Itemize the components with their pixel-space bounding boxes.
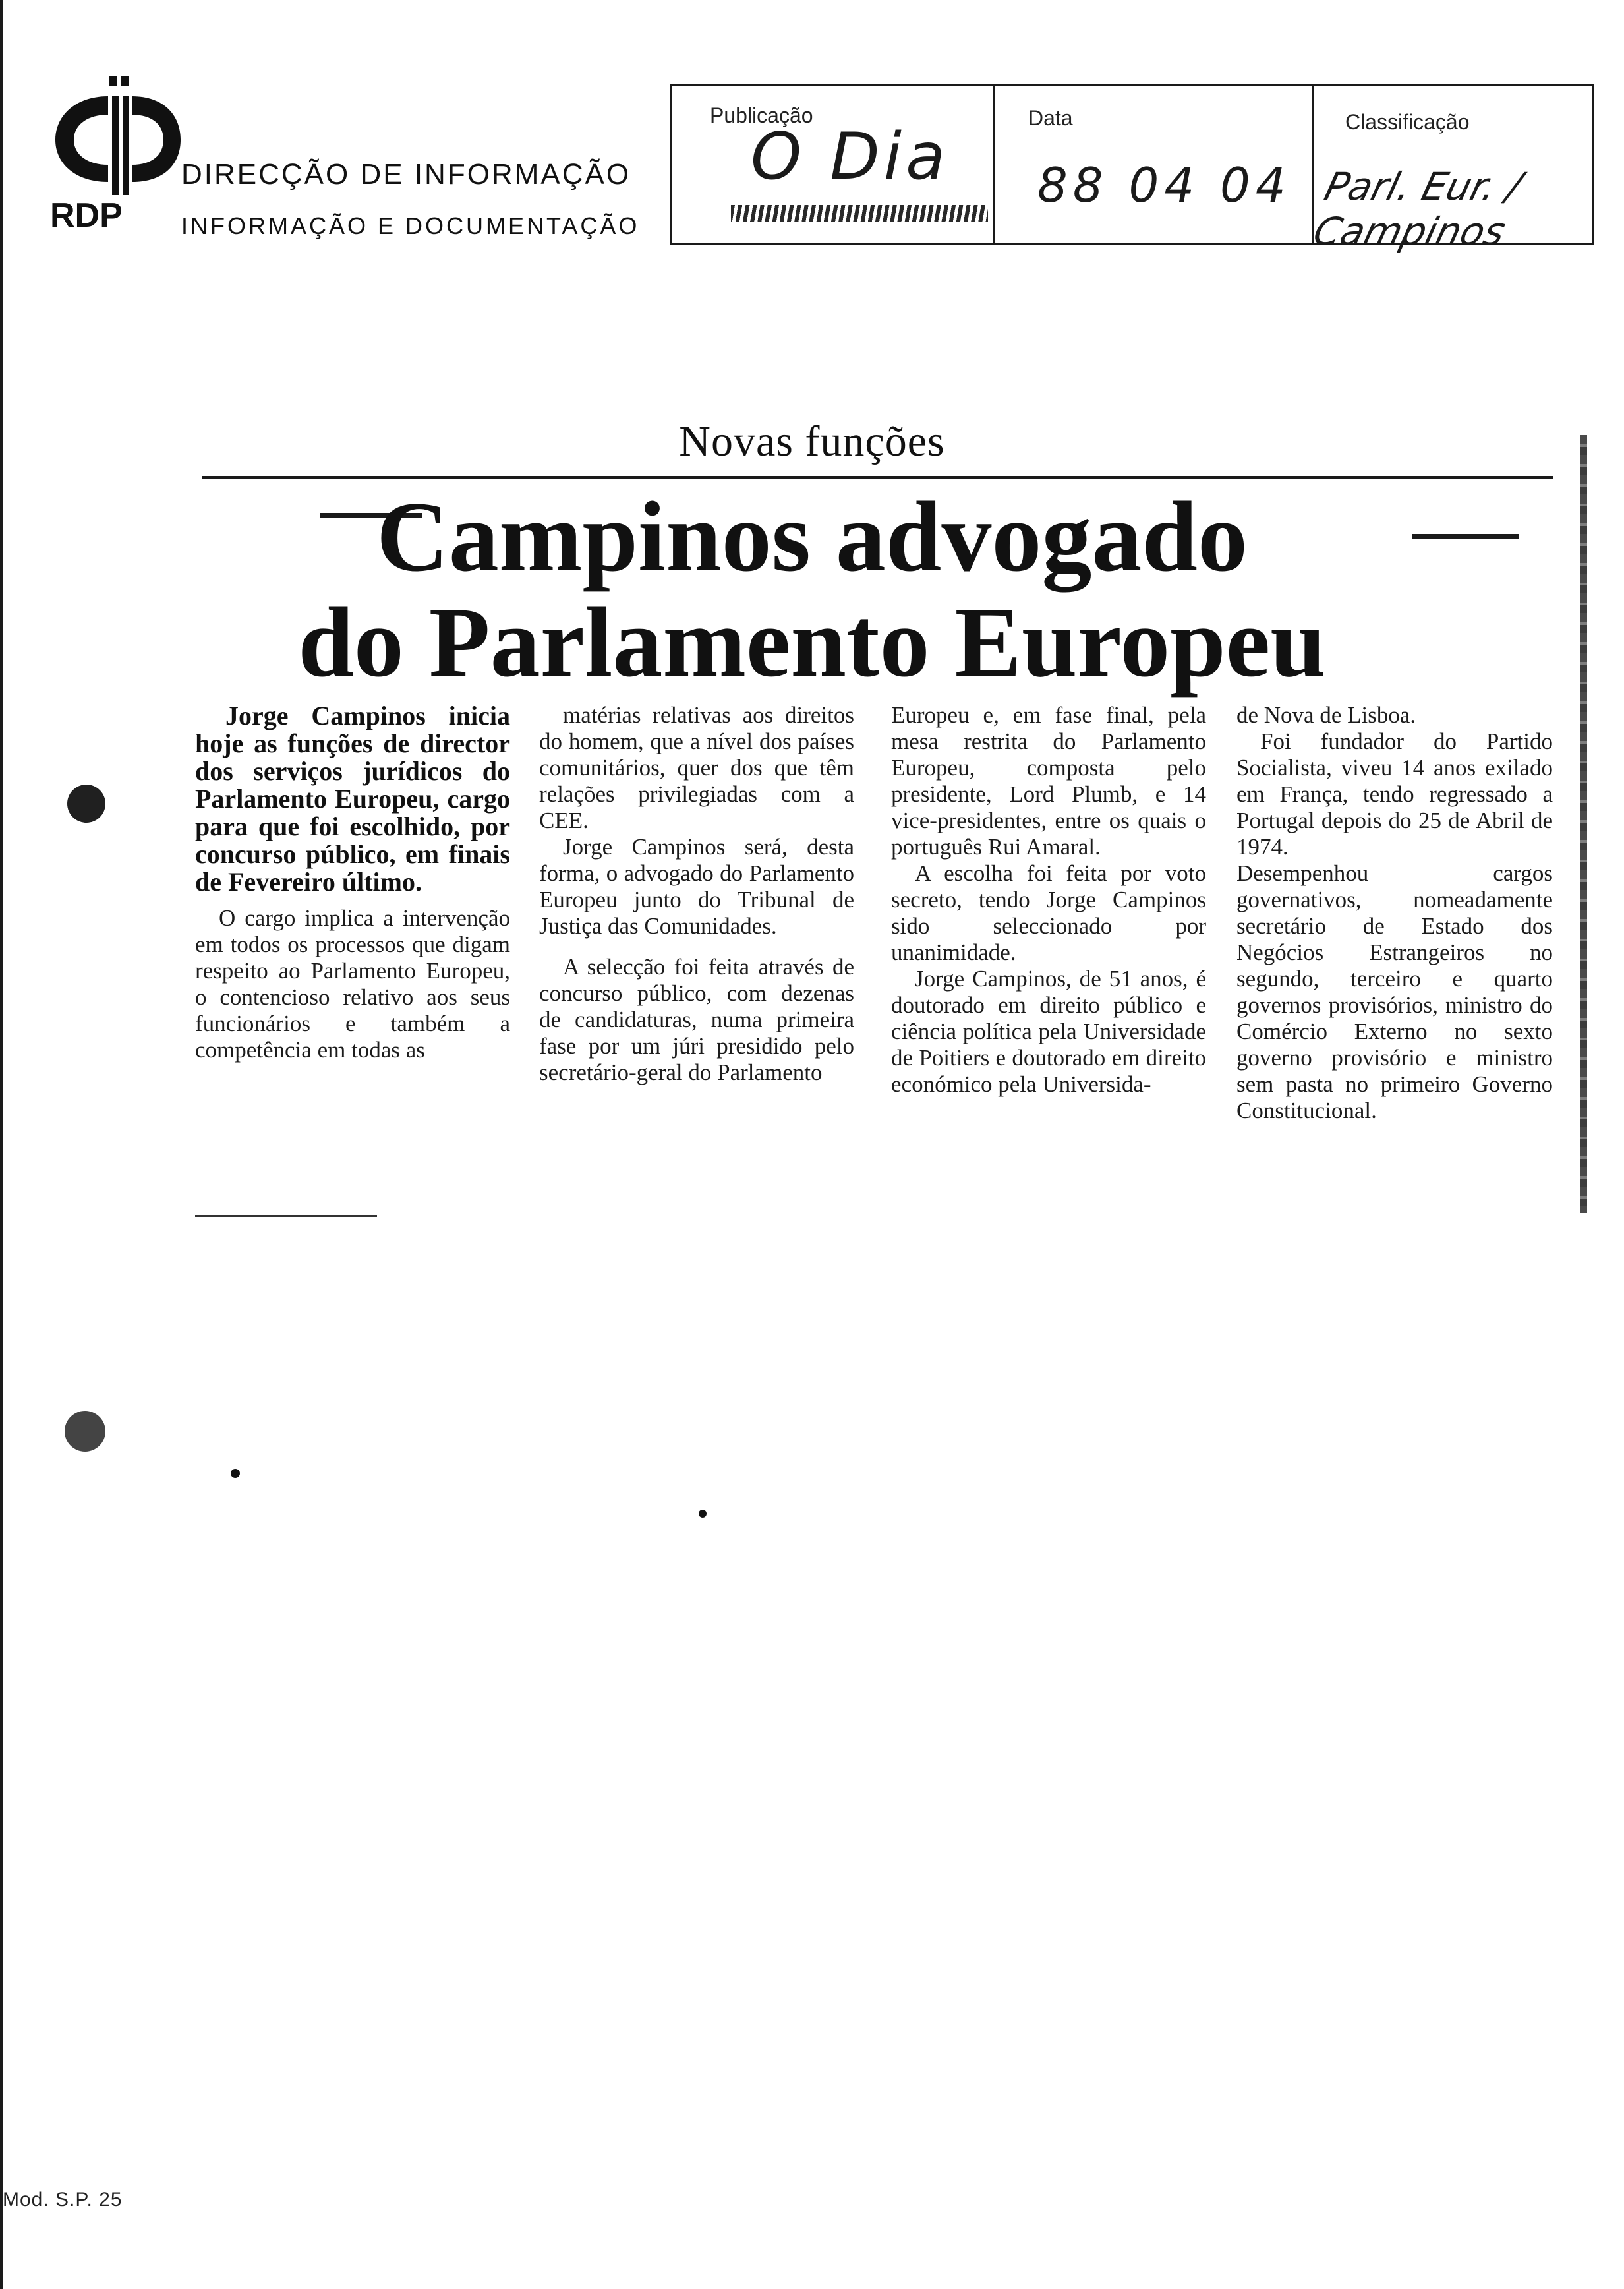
scan-edge	[0, 0, 3, 2289]
paragraph: Jorge Campinos, de 51 anos, é doutorado em direito público e ciência política pela Universidade de Poitiers e doutorado em direito económico pela Universida-	[891, 966, 1206, 1097]
date-value: 88 04 04	[1037, 158, 1291, 213]
paragraph: Jorge Campinos será, desta forma, o advogado do Parlamento Europeu junto do Tribunal de Justiça das Comunidades.	[539, 834, 854, 939]
publication-label: Publicação	[710, 104, 813, 127]
article-column-1	[195, 702, 510, 1063]
paragraph: Foi fundador do Partido Socialista, viveu 14 anos exilado em França, tendo regressado a Portugal depois do 25 de Abril de 1974.	[1236, 728, 1553, 860]
info-table	[670, 84, 1594, 254]
date-cell	[995, 86, 1314, 243]
clipping-edge	[1580, 435, 1587, 1213]
speck	[231, 1469, 240, 1478]
paragraph: de Nova de Lisboa.	[1236, 702, 1416, 728]
rdp-logo	[49, 73, 181, 231]
date-label: Data	[1028, 106, 1073, 130]
strike-through-mark	[731, 205, 988, 222]
svg-text:RDP: RDP	[50, 196, 123, 231]
paragraph: A escolha foi feita por voto secreto, tendo Jorge Campinos sido seleccionado por unanimidade.	[891, 860, 1206, 965]
punch-hole	[67, 785, 105, 823]
classification-label: Classificação	[1345, 110, 1470, 134]
article-column-2	[539, 702, 854, 1086]
speck	[699, 1510, 707, 1518]
paragraph: matérias relativas aos direitos do homem, que a nível dos países comunitários, quer dos que têm relações privilegiadas com a CEE.	[539, 702, 854, 833]
headline-line-1: Campinos advogado	[376, 481, 1248, 592]
paragraph: Europeu e, em fase final, pela mesa restrita do Parlamento Europeu, composta pelo presidente, Lord Plumb, e 14 vice-presidentes, entre os quais o português Rui Amaral.	[891, 702, 1206, 860]
article-column-4	[1236, 702, 1553, 1124]
paragraph: A selecção foi feita através de concurso público, com dezenas de candidaturas, numa primeira fase por um júri presidido pelo secretário-geral do Parlamento	[539, 954, 854, 1085]
paragraph: O cargo implica a intervenção em todos os processos que digam respeito ao Parlamento Europeu, o contencioso relativo aos seus funcionários e também a competência em todas as	[195, 905, 510, 1063]
lead-paragraph: Jorge Campinos inicia hoje as funções de director dos serviços jurídicos do Parlamento Europeu, cargo para que foi escolhido, por concurso público, em finais de Fevereiro último.	[195, 701, 510, 897]
division-title: INFORMAÇÃO E DOCUMENTAÇÃO	[181, 212, 640, 239]
article-column-3	[891, 702, 1206, 1098]
classification-cell	[1309, 86, 1589, 254]
publication-value: O Dia	[751, 119, 950, 194]
form-code: Mod. S.P. 25	[3, 2189, 123, 2211]
kicker-rule	[202, 476, 1553, 479]
paragraph: Desempenhou cargos governativos, nomeadamente secretário de Estado dos Negócios Estrangeiros no segundo, terceiro e quarto governos provisórios, ministro do Comércio Externo no sexto governo provisório e ministro sem pasta no primeiro Governo Constitucional.	[1236, 860, 1553, 1123]
classification-value: Parl. Eur. / Campinos	[1309, 164, 1526, 254]
publication-cell	[672, 86, 995, 243]
column-end-rule	[195, 1215, 377, 1217]
punch-hole	[65, 1411, 105, 1452]
article-kicker: Novas funções	[679, 417, 945, 465]
headline-line-2: do Parlamento Europeu	[298, 587, 1326, 698]
department-title: DIRECÇÃO DE INFORMAÇÃO	[181, 158, 631, 191]
